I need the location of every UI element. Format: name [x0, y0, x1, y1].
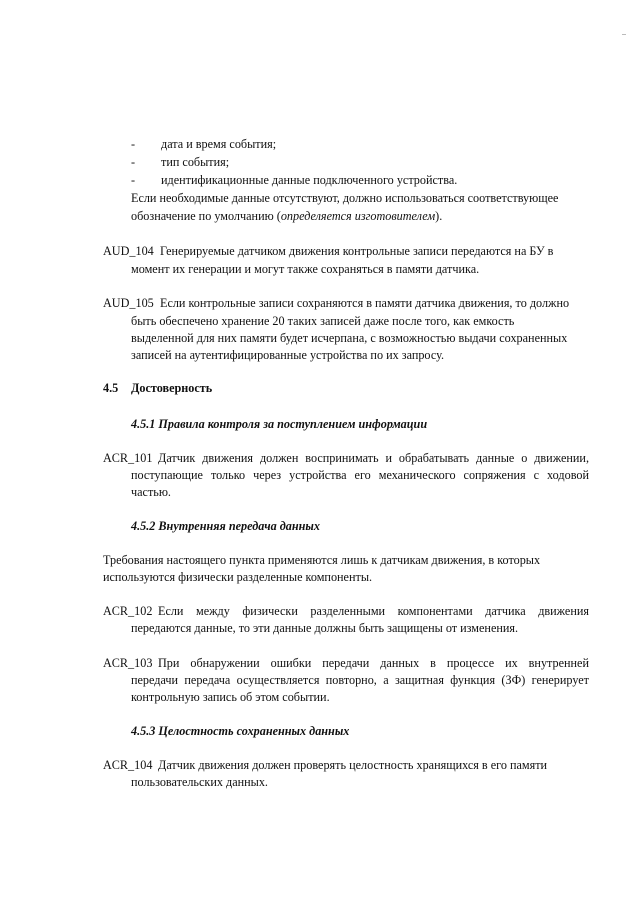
requirement-id: AUD_105: [103, 296, 154, 310]
section-number: 4.5: [103, 381, 119, 395]
requirement-id: AUD_104: [103, 244, 154, 258]
paragraph-line: используются физически разделенные компоненты.: [103, 570, 373, 584]
requirement-text: записей на аутентифицированные устройства по их запросу.: [131, 348, 444, 362]
paragraph-line: Если необходимые данные отсутствуют, должно использоваться соответствующее: [131, 191, 559, 205]
requirement-id: ACR_104: [103, 758, 153, 772]
requirement-text: передаются данные, то эти данные должны быть защищены от изменения.: [131, 621, 519, 635]
emphasis-text: определяется изготовителем: [280, 209, 436, 223]
requirement-text: поступающие только через устройства его механического сопряжения с ходовой: [131, 468, 589, 482]
subsection-title: 4.5.3 Целостность сохраненных данных: [131, 724, 350, 738]
requirement-text: Генерируемые датчиком движения контрольные записи передаются на БУ в: [160, 244, 554, 258]
bullet-dash: -: [131, 155, 136, 169]
paragraph-line: [131, 209, 442, 224]
section-title: Достоверность: [131, 381, 213, 395]
text-run: ).: [435, 209, 443, 223]
requirement-text: момент их генерации и могут также сохраняться в памяти датчика.: [131, 262, 480, 276]
requirement-text: контрольную запись об этом событии.: [131, 690, 330, 704]
text-run: обозначение по умолчанию (: [131, 209, 281, 223]
paragraph-line: Требования настоящего пункта применяются лишь к датчикам движения, в которых: [103, 553, 541, 567]
requirement-id: ACR_103: [103, 656, 153, 670]
subsection-title: 4.5.2 Внутренняя передача данных: [131, 519, 320, 533]
bullet-text: дата и время события;: [161, 137, 277, 151]
requirement-text: передачи передача осуществляется повторно, а защитная функция (ЗФ) генерирует: [131, 673, 589, 687]
scan-mark: [622, 34, 626, 35]
requirement-text: Если между физически разделенными компонентами датчика движения: [158, 604, 589, 618]
requirement-text: Если контрольные записи сохраняются в памяти датчика движения, то должно: [160, 296, 570, 310]
bullet-dash: -: [131, 137, 136, 151]
requirement-text: частью.: [131, 485, 171, 499]
bullet-text: идентификационные данные подключенного устройства.: [161, 173, 458, 187]
requirement-text: пользовательских данных.: [131, 775, 268, 789]
requirement-text: Датчик движения должен воспринимать и обрабатывать данные о движении,: [158, 451, 589, 465]
bullet-dash: -: [131, 173, 136, 187]
requirement-id: ACR_102: [103, 604, 153, 618]
requirement-text: При обнаружении ошибки передачи данных в процессе их внутренней: [158, 656, 589, 670]
bullet-text: тип события;: [161, 155, 230, 169]
requirement-id: ACR_101: [103, 451, 153, 465]
requirement-text: быть обеспечено хранение 20 таких записей даже после того, как емкость: [131, 314, 515, 328]
requirement-text: выделенной для них памяти будет исчерпана, с возможностью выдачи сохраненных: [131, 331, 568, 345]
subsection-title: 4.5.1 Правила контроля за поступлением информации: [131, 417, 428, 431]
requirement-text: Датчик движения должен проверять целостность хранящихся в его памяти: [158, 758, 548, 772]
